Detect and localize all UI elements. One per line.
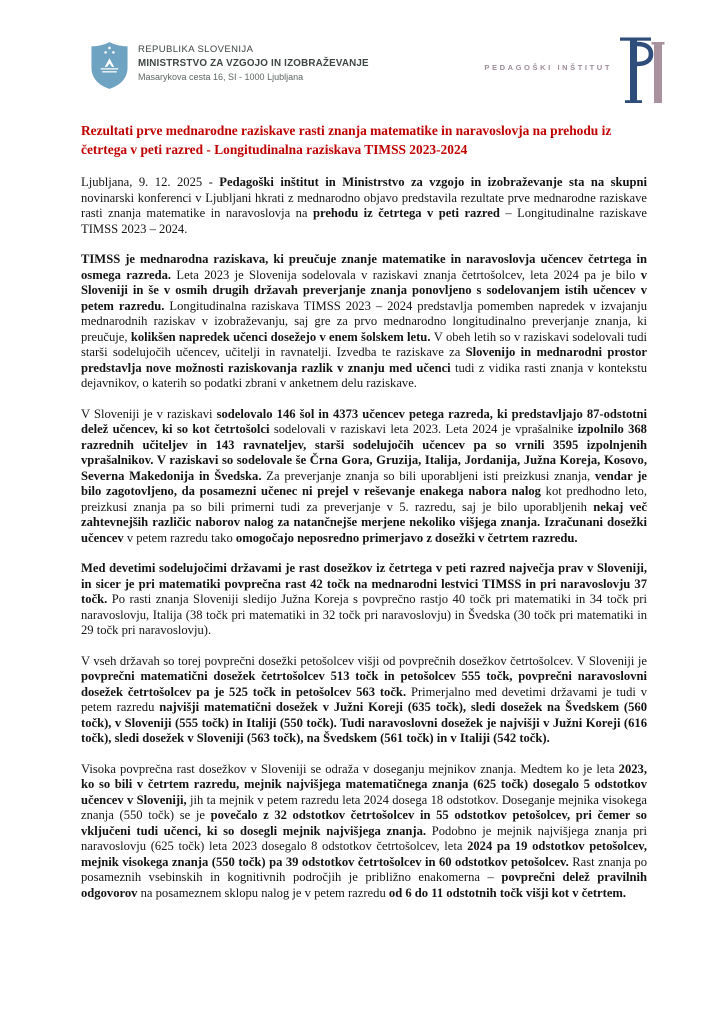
- text-run-bold: TIMSS je mednarodna raziskava, ki preučuje znanje matematike in naravoslovja učencev četrtega in osmega razreda.: [81, 252, 647, 282]
- text-run: kot predhodno leto, preizkusi znanja pa so bili primerni tudi za preverjanje v 5. razredu, saj je bilo uporabljenih: [81, 484, 647, 514]
- text-run: V vseh državah so torej povprečni dosežki petošolcev višji od povprečnih dosežkov četrtošolcev. V Sloveniji je: [81, 653, 647, 668]
- text-run: Longitudinalna raziskava TIMSS 2023 – 2024 predstavlja pomemben napredek v izvajanju mednarodnih raziskav v izobraževanju, saj gre za prvo mednarodno longitudinalno preverjanje znanja, ki preučuje,: [81, 298, 648, 344]
- ministry-text: [138, 41, 369, 82]
- page-title: Rezultati prve mednarodne raziskave rasti znanja matematike in naravoslovja na prehodu iz četrtega v peti razred - Longitudinalna raziskava TIMSS 2023-2024: [81, 123, 612, 157]
- ministry-header: [90, 41, 369, 90]
- paragraph: [81, 561, 647, 639]
- text-run: Primerjalno med devetimi državami je tudi v petem razredu: [81, 684, 647, 714]
- republic-name: REPUBLIKA SLOVENIJA: [138, 44, 254, 55]
- paragraph: [81, 407, 647, 547]
- text-run-bold: izpolnilo 368 razrednih učiteljev in 143 ravnateljev, starši sodelujočih učencev pa so vrnili 3595 izpolnjenih vprašalnikov. V raziskavi so sodelovale še Črna Gora, Gruzija, Italija, Jordanija, Južna Koreja, Kosovo, Severna Makedonija in Švedska.: [81, 422, 647, 483]
- text-run: Za preverjanje znanja so bili uporabljeni isti preizkusi znanja,: [266, 468, 595, 483]
- institute-logo: [484, 36, 666, 106]
- text-run-bold: povprečni matematični dosežek četrtošolcev 513 točk in petošolcev 555 točk, povprečni naravoslovni dosežek četrtošolcev pa je 525 točk in petošolcev 563 točk.: [81, 669, 647, 699]
- text-run-bold: Slovenijo in mednarodni prostor predstavlja nove možnosti raziskovanja razlik v znanju med učenci: [81, 345, 647, 375]
- text-run-bold: prehodu iz četrtega v peti razred: [312, 206, 506, 220]
- text-run-bold: omogočajo neposredno primerjavo z dosežki v četrtem razredu.: [235, 530, 578, 545]
- text-run: – Longitudinalne raziskave TIMSS 2023 – 2024.: [81, 206, 647, 236]
- text-run: Leta 2023 je Slovenija sodelovala v raziskavi znanja četrtošolcev, leta 2024 pa je bilo: [176, 267, 641, 282]
- text-run: Ljubljana, 9. 12. 2025 -: [81, 175, 220, 189]
- text-run: v petem razredu tako: [126, 530, 236, 545]
- institute-name: PEDAGOŠKI INŠTITUT: [484, 62, 612, 72]
- text-run-bold: Med devetimi sodelujočimi državami je rast dosežkov iz četrtega v peti razred največja prav v Sloveniji, in sicer je pri matematiki povprečna rast 42 točk na mednarodni lestvici TIMSS in pri naravoslovju 37 točk.: [81, 561, 647, 606]
- text-run: jih ta mejnik v petem razredu leta 2024 dosega 18 odstotkov. Doseganje mejnika visokega znanja (550 točk) se je: [81, 792, 648, 822]
- paragraph: [81, 175, 647, 237]
- text-run-bold: nekaj več zahtevnejših različic naborov nalog za natančnejše merjene nekoliko višjega znanja. Izračunani dosežki učencev: [81, 499, 647, 545]
- text-run: V obeh letih so v raziskavi sodelovali tudi starši sodelujočih učencev, učitelji in ravnatelji. Izvedba te raziskave za: [81, 329, 647, 359]
- paragraph: [81, 252, 647, 392]
- text-run: Podobno je mejnik najvišjega znanja pri naravoslovju (625 točk) leta 2023 dosegalo 8 odstotkov četrtošolcev, leta: [81, 823, 647, 853]
- text-run-bold: vendar je bilo zagotovljeno, da posamezni učenec ni prejel v reševanje enakega nabora nalog: [81, 468, 647, 498]
- text-run-bold: kolikšen napredek učenci dosežejo v enem šolskem letu.: [130, 329, 434, 344]
- paragraph: [81, 762, 647, 902]
- text-run: sodelovali v raziskavi leta 2023. Leta 2024 je vprašalnike: [273, 422, 578, 436]
- text-run-bold: od 6 do 11 odstotnih točk višji kot v četrtem.: [388, 885, 627, 900]
- body-paragraphs: [81, 175, 647, 901]
- text-run-bold: 2023, ko so bili v četrtem razredu, mejnik najvišjega matematičnega znanja (625 točk) dosegalo 5 odstotkov učencev v Sloveniji,: [81, 761, 647, 807]
- text-run: Visoka povprečna rast dosežkov v Sloveniji se odraža v doseganju mejnikov znanja. Medtem ko je leta: [81, 761, 619, 776]
- paragraph: [81, 654, 647, 747]
- text-run-bold: 2024 pa 19 odstotkov petošolcev, mejnik visokega znanja (550 točk) pa 39 odstotkov četrtošolcev in 60 odstotkov petošolcev.: [81, 839, 647, 869]
- text-run: Po rasti znanja Sloveniji sledijo Južna Koreja s povprečno rastjo 40 točk pri matematiki in 34 točk pri naravoslovju, Italija (38 točk pri matematiki in 32 točk pri naravoslovju) in Švedska (30 točk pri matematiki in 29 točk pri naravoslovju).: [81, 592, 647, 637]
- text-run: tudi z vidika rasti znanja v kontekstu dejavnikov, o katerih so podatki zbrani v anketnem delu raziskave.: [81, 360, 647, 390]
- text-run: novinarski konferenci v Ljubljani hkrati z mednarodno objavo predstavila rezultate prve mednarodne raziskave rasti znanja matematike in naravoslovja na: [81, 190, 647, 220]
- text-run-bold: povečalo z 32 odstotkov četrtošolcev in 55 odstotkov petošolcev, pri čemer so vključeni tudi učenci, ki so dosegli mejnik najvišjega znanja.: [81, 808, 647, 838]
- text-run-bold: sodelovalo 146 šol in 4373 učencev petega razreda, ki predstavljajo 87-odstotni delež učencev, ki so kot četrtošolci: [81, 406, 648, 436]
- text-run-bold: v Sloveniji in še v osmih drugih državah preverjanje znanja ponovljeno s sodelovanjem istih učencev v petem razredu.: [81, 267, 648, 313]
- text-run-bold: najvišji matematični dosežek v Južni Koreji (635 točk), sledi dosežek na Švedskem (560 točk), v Sloveniji (555 točk) in Italiji (550 točk). Tudi naravoslovni dosežek je najvišji v Južni Koreji (616 točk), sledi dosežek v Sloveniji (563 točk), na Švedskem (561 točk) in v Italiji (542 točk).: [81, 700, 647, 745]
- text-run: V Sloveniji je v raziskavi: [81, 406, 217, 421]
- institute-monogram-icon: [620, 36, 666, 106]
- text-run: na posameznem sklopu nalog je v petem razredu: [140, 885, 389, 900]
- document-body: [81, 121, 647, 916]
- text-run-bold: povprečni delež pravilnih odgovorov: [81, 870, 647, 900]
- text-run: Rast znanja po posameznih vsebinskih in kognitivnih področjih je približno enakomerna –: [81, 854, 647, 884]
- ministry-name: MINISTRSTVO ZA VZGOJO IN IZOBRAŽEVANJE: [138, 58, 369, 69]
- text-run-bold: Pedagoški inštitut in Ministrstvo za vzgojo in izobraževanje sta na skupni: [219, 175, 647, 189]
- slovenia-coat-of-arms-icon: [90, 41, 129, 90]
- ministry-address: Masarykova cesta 16, SI - 1000 Ljubljana: [138, 72, 304, 82]
